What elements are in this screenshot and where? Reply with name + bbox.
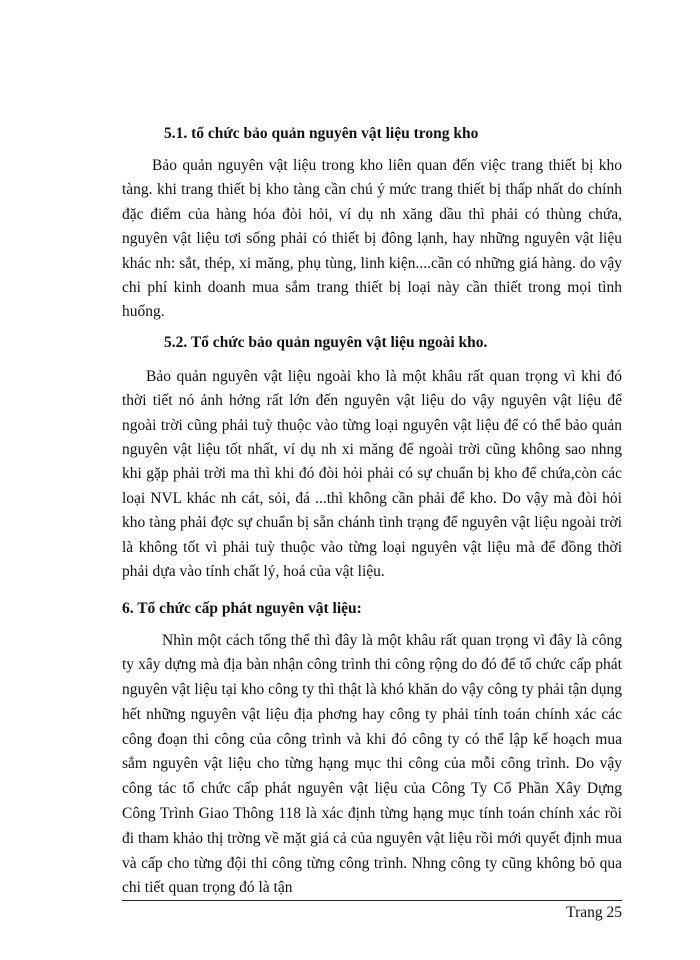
paragraph-5-2: Bảo quản nguyên vật liệu ngoài kho là một khâu rất quan trọng vì khi đó thời tiết nó ảnh hởng rất lớn đến nguyên vật liệu do vậy nguyên vật liệu để ngoài trời cũng phải tuỳ thuộc vào từng loại nguyên vật liệu để có thể bảo quản nguyên vật liệu tốt nhất, ví dụ nh xi măng để ngoài trời cũng không sao nhng khi gặp phải trời ma thì khi đó đòi hỏi phải có sự chuẩn bị kho để chứa,còn các loại NVL khác nh cát, sỏi, đá ...thì không cần phải để kho. Do vậy mà đòi hỏi kho tàng phải đợc sự chuẩn bị sẵn chánh tình trạng để nguyên vật liệu ngoài trời là không tốt vì phải tuỳ thuộc vào từng loại nguyên vật liệu mà để đồng thời phải dựa vào tính chất lý, hoá của vật liệu. [122, 367, 622, 581]
heading-6: 6. Tổ chức cấp phát nguyên vật liệu: [122, 599, 362, 617]
page-number: Trang 25 [566, 904, 622, 921]
heading-5-2: 5.2. Tổ chức bảo quản nguyên vật liệu ngoài kho. [164, 333, 488, 351]
paragraph-5-1: Bảo quản nguyên vật liệu trong kho liên quan đến việc trang thiết bị kho tàng. khi trang thiết bị kho tàng cần chú ý mức trang thiết bị thấp nhất do chính đặc điểm của hàng hóa đòi hỏi, ví dụ nh xăng dầu thì phải có thùng chứa, nguyên vật liệu tơi sống phải có thiết bị đông lạnh, hay những nguyên vật liệu khác nh: sắt, thép, xi măng, phụ tùng, linh kiện....cần có những giá hàng. do vậy chi phí kinh doanh mua sắm trang thiết bị loại này cần thiết trong mọi tình huống. [122, 157, 622, 321]
heading-5-1: 5.1. tổ chức bảo quản nguyên vật liệu trong kho [164, 125, 479, 142]
footer-divider [122, 900, 622, 901]
paragraph-6: Nhìn một cách tổng thể thì đây là một khâu rất quan trọng vì đây là công ty xây dựng mà địa bàn nhận công trình thi công rộng do đó để tổ chức cấp phát nguyên vật liệu tại kho công ty thì thật là khó khăn do vậy công ty phải tận dụng hết những nguyên vật liệu địa phơng hay công ty phải tính toán chính xác các công đoạn thi công của công trình và khi đó công ty có thể lập kế hoạch mua sắm nguyên vật liệu cho từng hạng mục thi công của mỗi công trình. Do vậy công tác tổ chức cấp phát nguyên vật liệu của Công Ty Cổ Phần Xây Dựng Công Trình Giao Thông 118 là xác định từng hạng mục tính toán chính xác rồi đi tham khảo thị trờng về mặt giá cả của nguyên vật liệu rồi mới quyết định mua và cấp cho từng đội thi công từng công trình. Nhng công ty cũng không bỏ qua chi tiết quan trọng đó là tận [122, 631, 622, 897]
page-content [122, 116, 622, 901]
